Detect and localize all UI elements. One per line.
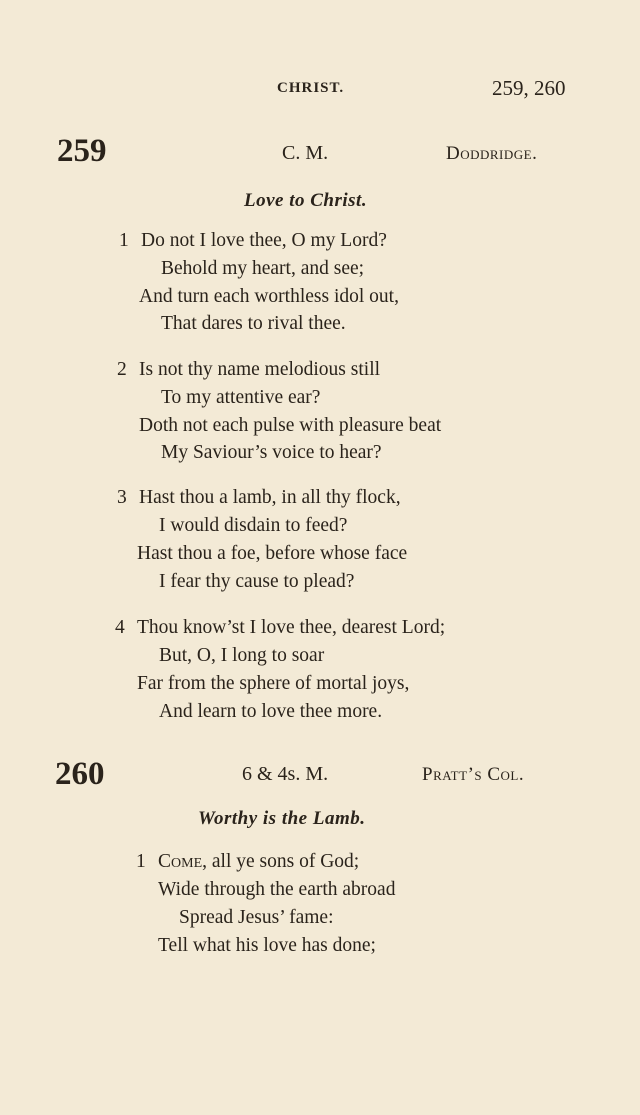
verse-line: Tell what his love has done; — [158, 935, 376, 956]
stanza-number: 1 — [119, 230, 129, 251]
verse-line: Hast thou a lamb, in all thy flock, — [139, 487, 401, 508]
page-numbers: 259, 260 — [492, 76, 566, 100]
hymn-meter: 6 & 4s. M. — [242, 763, 329, 785]
verse-line: Thou know’st I love thee, dearest Lord; — [137, 617, 446, 638]
verse-line: And learn to love thee more. — [159, 701, 383, 722]
verse-line: I would disdain to feed? — [159, 515, 348, 536]
verse-line: And turn each worthless idol out, — [139, 286, 399, 307]
verse-line: Behold my heart, and see; — [161, 258, 365, 279]
hymn-number: 260 — [55, 756, 105, 792]
verse-line: Spread Jesus’ fame: — [179, 907, 334, 928]
first-word: Come, — [158, 851, 207, 872]
hymn-title: Love to Christ. — [244, 190, 368, 211]
verse-line: I fear thy cause to plead? — [159, 571, 355, 592]
running-title: CHRIST. — [277, 80, 345, 96]
stanza-number: 4 — [115, 617, 125, 638]
verse-line: But, O, I long to soar — [159, 645, 325, 666]
stanza-number: 2 — [117, 359, 127, 380]
verse-line: Is not thy name melodious still — [139, 359, 381, 380]
verse-line: Hast thou a foe, before whose face — [137, 543, 408, 564]
verse-line: Far from the sphere of mortal joys, — [137, 673, 410, 694]
verse-line: To my attentive ear? — [161, 387, 321, 408]
hymn-title: Worthy is the Lamb. — [198, 808, 366, 829]
verse-line: Wide through the earth abroad — [158, 879, 396, 900]
verse-line: Doth not each pulse with pleasure beat — [139, 415, 442, 436]
hymn-meter: C. M. — [282, 142, 329, 164]
verse-line-first — [158, 851, 359, 873]
verse-line: Do not I love thee, O my Lord? — [141, 230, 387, 251]
stanza-number: 1 — [136, 851, 146, 872]
first-line-rest: all ye sons of God; — [207, 851, 360, 872]
verse-line: That dares to rival thee. — [161, 313, 346, 334]
hymn-number: 259 — [57, 133, 107, 169]
stanza-number: 3 — [117, 487, 127, 508]
verse-line: My Saviour’s voice to hear? — [161, 442, 382, 463]
hymn-author: Doddridge. — [446, 143, 538, 164]
hymn-author: Pratt’s Col. — [422, 764, 525, 785]
